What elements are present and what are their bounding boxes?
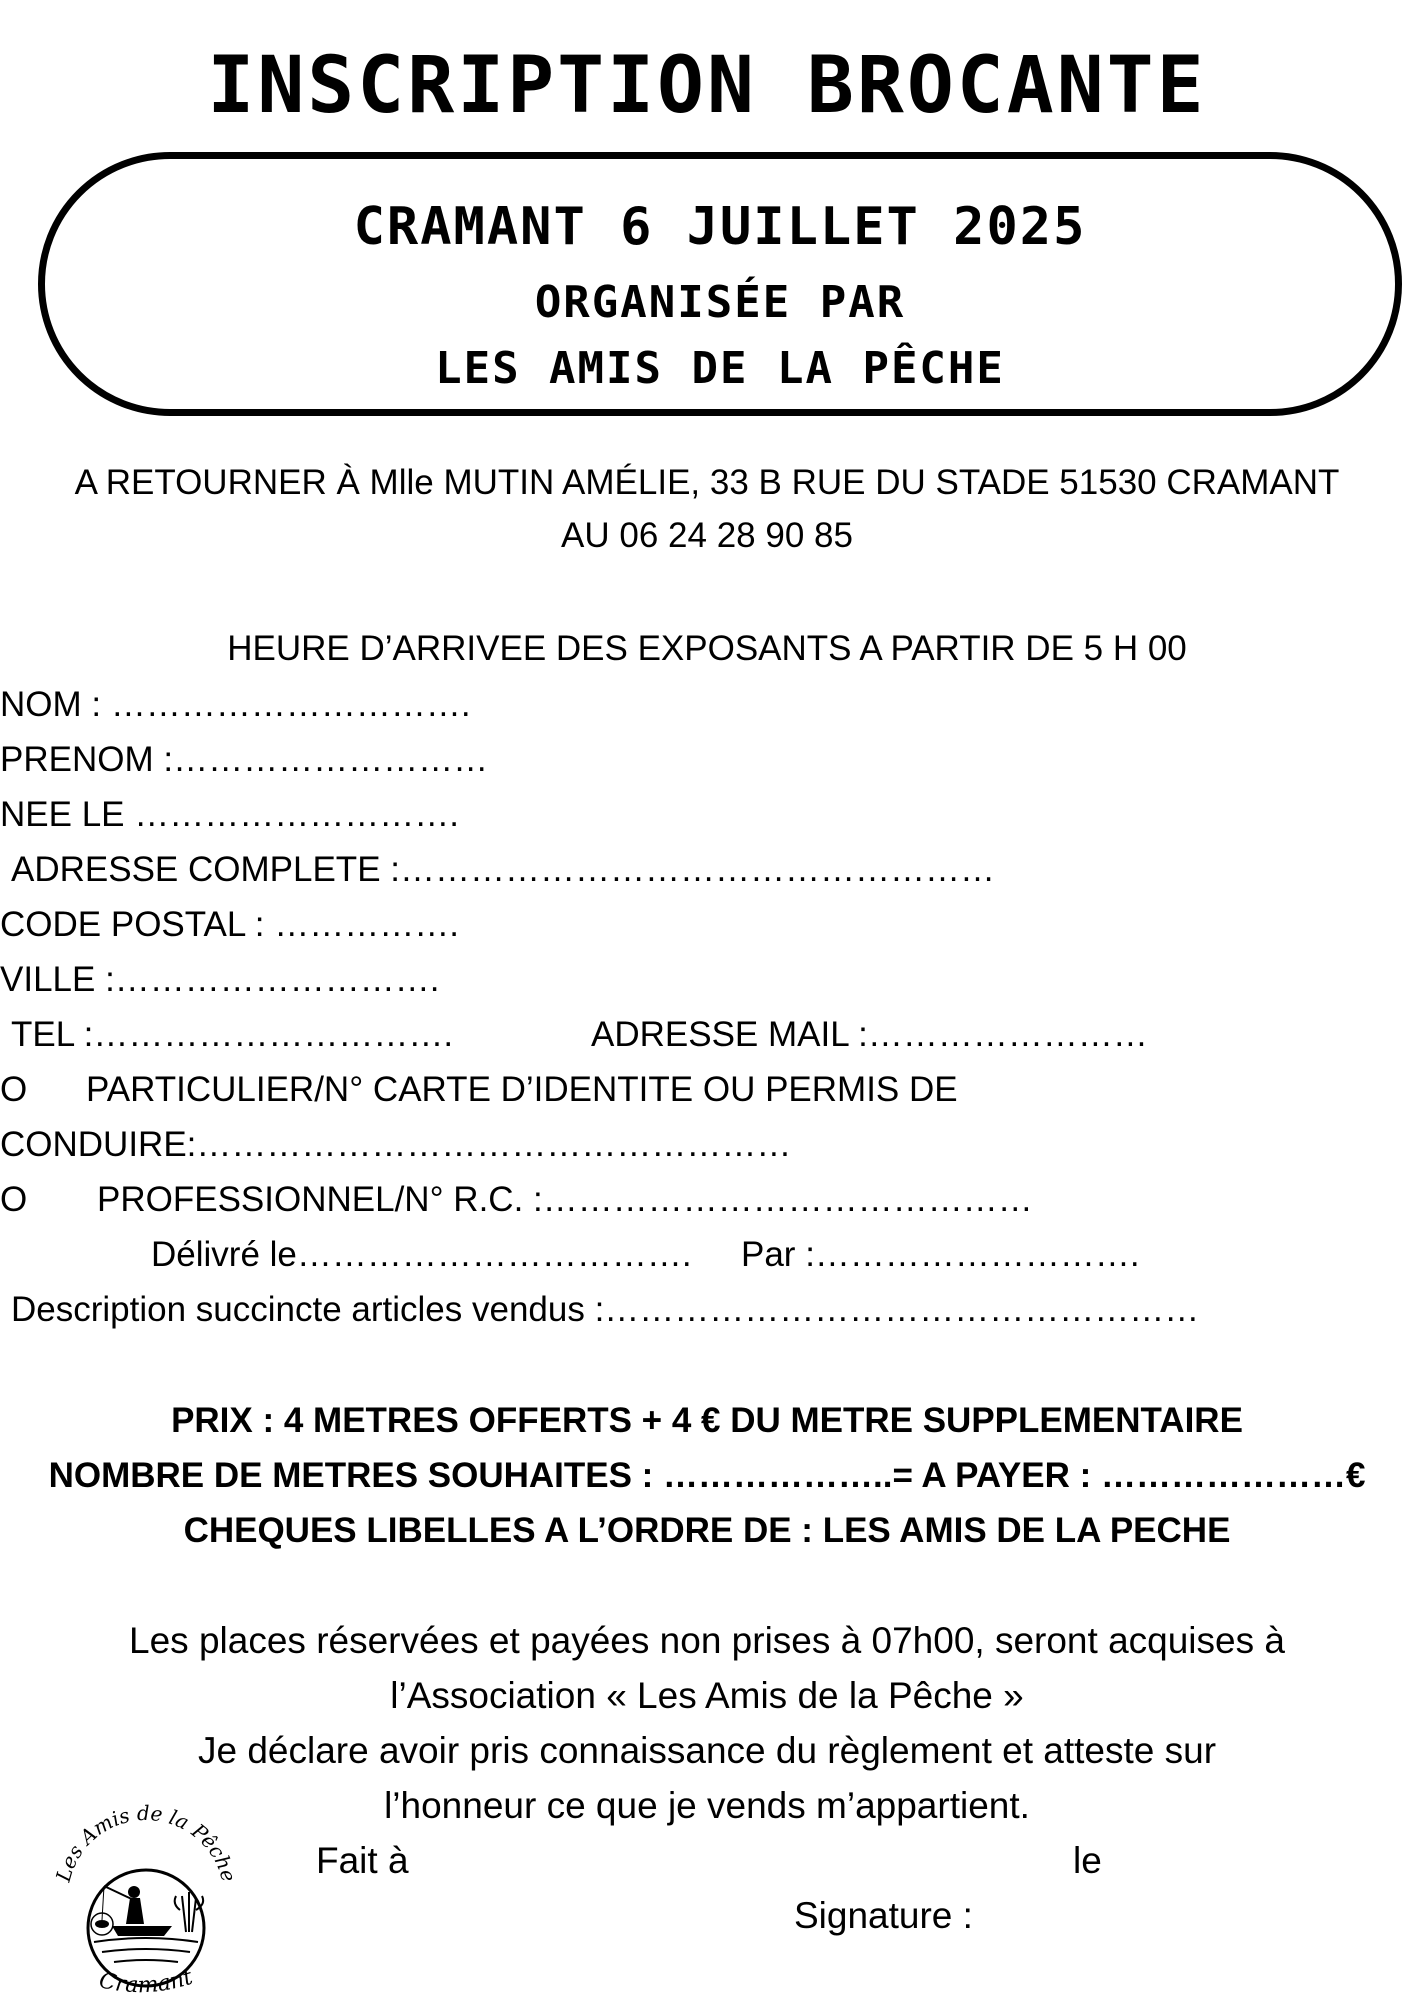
particulier-checkbox: O (0, 1070, 28, 1109)
association-line: l’Association « Les Amis de la Pêche » (390, 1675, 1024, 1716)
event-date-line: CRAMANT 6 JUILLET 2025 (353, 197, 1087, 257)
page-title: INSCRIPTION BROCANTE (207, 41, 1207, 131)
logo-top-text: Les Amis de la Pêche (50, 1800, 242, 1885)
arrival-time: HEURE D’ARRIVEE DES EXPOSANTS A PARTIR DE 5 H 00 (227, 629, 1187, 668)
signature-label: Signature : (794, 1895, 973, 1936)
organized-by-line: ORGANISÉE PAR (534, 277, 906, 328)
field-ville: VILLE :………………………. (0, 960, 440, 999)
field-par: Par :………………………. (741, 1235, 1140, 1274)
return-phone: AU 06 24 28 90 85 (561, 516, 853, 555)
organizer-name: LES AMIS DE LA PÊCHE (435, 343, 1005, 394)
cheques-line: CHEQUES LIBELLES A L’ORDRE DE : LES AMIS DE LA PECHE (183, 1511, 1231, 1550)
field-adresse: ADRESSE COMPLETE :…………………………………………… (11, 850, 995, 889)
fait-a: Fait à (316, 1840, 409, 1881)
price-line: PRIX : 4 METRES OFFERTS + 4 € DU METRE SUPPLEMENTAIRE (171, 1401, 1243, 1440)
field-description: Description succincte articles vendus :…………………………………………… (11, 1290, 1200, 1329)
date-le: le (1073, 1840, 1102, 1881)
field-code-postal: CODE POSTAL : ……………. (0, 905, 459, 944)
field-delivre: Délivré le……………………………. (151, 1235, 692, 1274)
association-logo (46, 1800, 246, 2000)
meters-line: NOMBRE DE METRES SOUHAITES : ………………..= A PAYER : …………………€ (48, 1456, 1366, 1495)
water-lines (94, 1938, 198, 1962)
logo-bottom-text: Cramant (96, 1964, 196, 1999)
professionnel-checkbox: O (0, 1180, 28, 1219)
field-tel: TEL :…………………………. (11, 1015, 454, 1054)
field-mail: ADRESSE MAIL :…………………… (591, 1015, 1148, 1054)
return-address: A RETOURNER À Mlle MUTIN AMÉLIE, 33 B RUE DU STADE 51530 CRAMANT (74, 463, 1340, 502)
event-banner (38, 152, 1402, 416)
field-nee-le: NEE LE ………………………. (0, 795, 459, 834)
reservation-notice: Les places réservées et payées non prises à 07h00, seront acquises à (129, 1620, 1285, 1661)
honor-line: l’honneur ce que je vends m’appartient. (384, 1785, 1030, 1826)
field-conduire: CONDUIRE:…………………………………………… (0, 1125, 792, 1164)
field-prenom: PRENOM :……………………… (0, 740, 489, 779)
field-professionnel: PROFESSIONNEL/N° R.C. :…………………………………… (97, 1180, 1033, 1219)
reeds-icon (175, 1892, 203, 1932)
field-particulier: PARTICULIER/N° CARTE D’IDENTITE OU PERMIS DE (86, 1070, 958, 1109)
declaration-line: Je déclare avoir pris connaissance du règlement et atteste sur (197, 1730, 1217, 1771)
field-nom: NOM : …………………………. (0, 685, 471, 724)
